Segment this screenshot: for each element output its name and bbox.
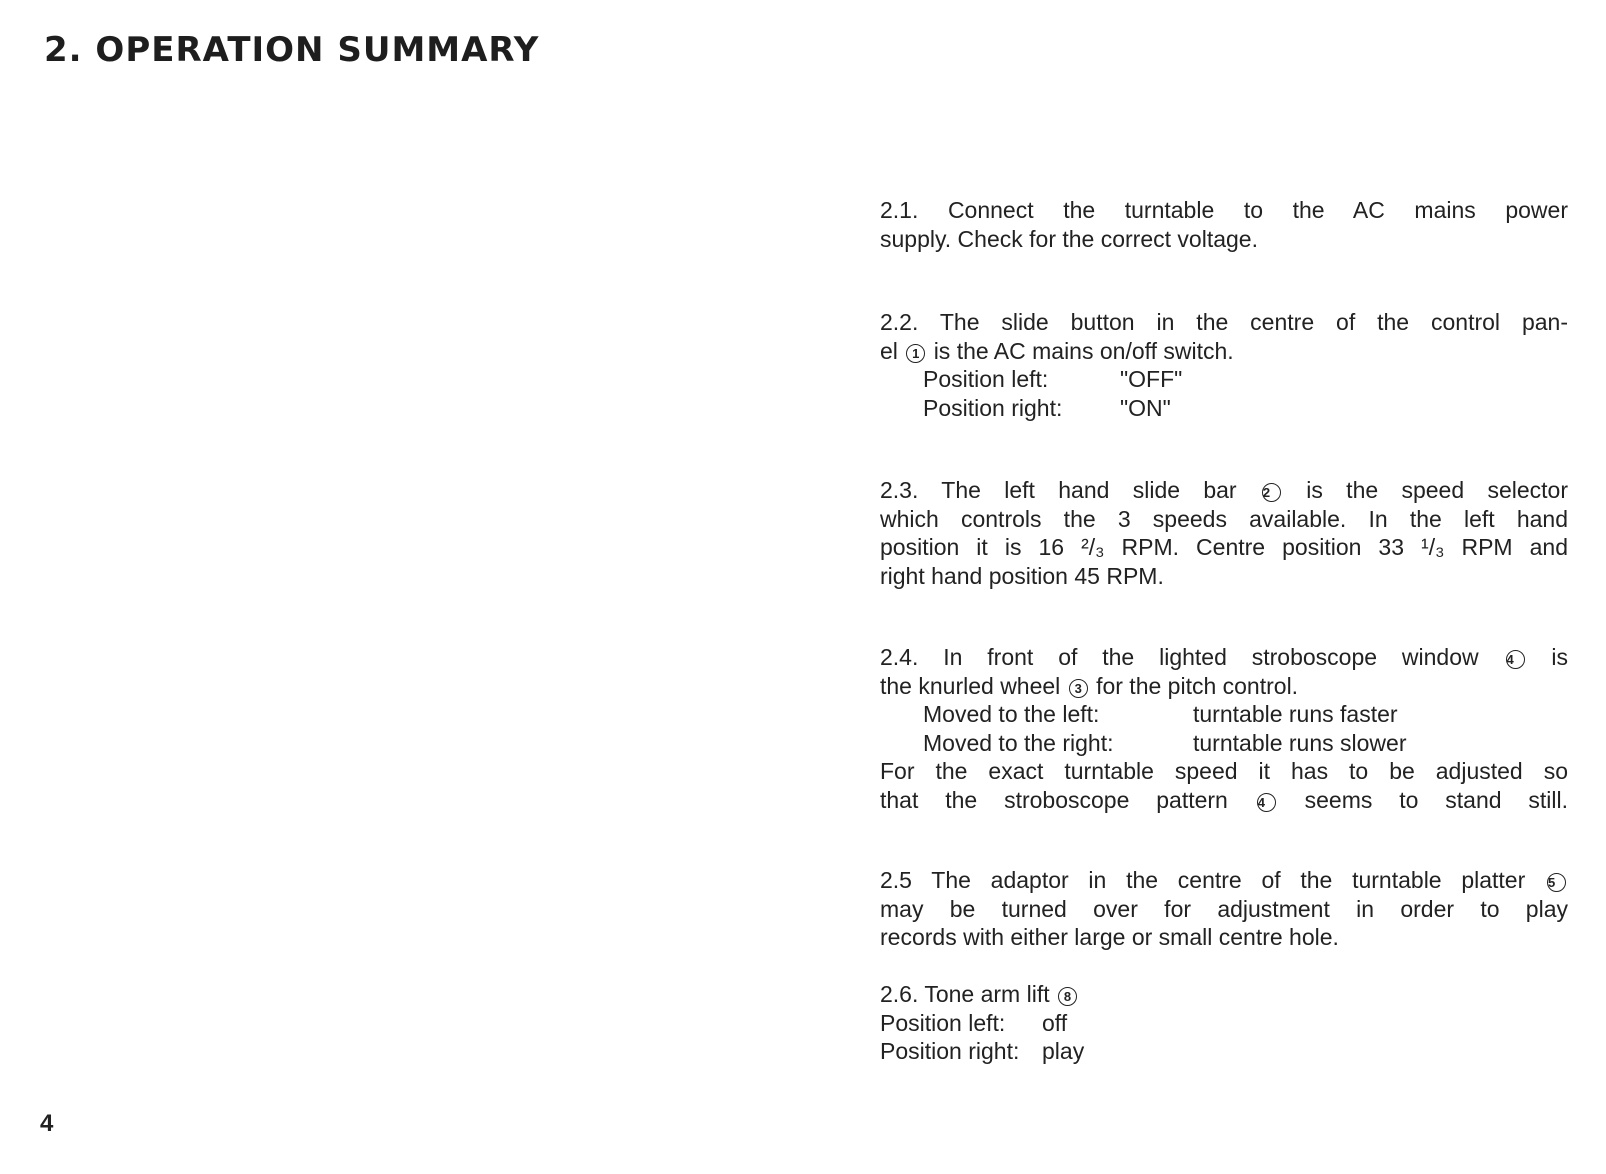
section-2-3: [880, 476, 1568, 590]
page-number: 4: [40, 1110, 54, 1137]
section-2-2-line-1: 2.2. The slide button in the centre of the control pan-: [880, 309, 1568, 335]
position-right-value: "ON": [1120, 394, 1171, 421]
position-left-value: "OFF": [1120, 366, 1183, 392]
position-left-label: Position left:: [923, 366, 1049, 392]
section-2-6: [880, 980, 1568, 1066]
section-2-5-line-1: [880, 866, 1568, 895]
callout-4-icon: 4: [1257, 793, 1276, 812]
callout-2-icon: 2: [1262, 483, 1281, 502]
page-title: 2. OPERATION SUMMARY: [44, 30, 540, 70]
lift-right-label: Position right:: [880, 1038, 1020, 1064]
section-2-4-line-2: [880, 672, 1568, 701]
section-2-2: [880, 308, 1568, 422]
moved-right-value: turntable runs slower: [1193, 729, 1407, 756]
moved-right-row: [880, 729, 1568, 758]
section-2-5-line-2: may be turned over for adjustment in order to play: [880, 895, 1568, 922]
position-right-label: Position right:: [923, 394, 1063, 421]
section-2-1-line-1: 2.1. Connect the turntable to the AC mains power: [880, 197, 1568, 223]
section-2-4-line-6: [880, 786, 1568, 815]
moved-right-label: Moved to the right:: [923, 729, 1114, 756]
lift-right-row: [880, 1037, 1568, 1066]
section-2-5: [880, 866, 1568, 952]
callout-8-icon: 8: [1058, 987, 1077, 1006]
text: seems to stand still.: [1304, 786, 1569, 813]
section-2-1: [880, 196, 1568, 253]
callout-4-icon: 4: [1506, 650, 1525, 669]
lift-left-row: [880, 1009, 1568, 1038]
text: 2.6. Tone arm lift: [880, 981, 1050, 1007]
text: the knurled wheel: [880, 672, 1061, 699]
section-2-3-line-2: which controls the 3 speeds available. In the left hand: [880, 505, 1568, 532]
moved-left-label: Moved to the left:: [923, 701, 1100, 727]
text: is the speed selector: [1306, 477, 1569, 503]
text: 2.3. The left hand slide bar: [880, 477, 1237, 503]
moved-left-row: [880, 700, 1568, 729]
section-2-4-line-1: [880, 643, 1568, 672]
callout-1-icon: 1: [906, 344, 925, 363]
text: for the pitch control.: [1096, 672, 1299, 699]
section-2-1-line-2: supply. Check for the correct voltage.: [880, 225, 1258, 252]
callout-3-icon: 3: [1069, 679, 1088, 698]
text: 2.4. In front of the lighted stroboscope window: [880, 644, 1479, 670]
text: that the stroboscope pattern: [880, 786, 1228, 813]
text: el: [880, 337, 898, 364]
lift-right-value: play: [1042, 1038, 1085, 1064]
lift-left-value: off: [1042, 1009, 1068, 1036]
position-right-row: [880, 394, 1568, 423]
section-2-5-line-3: records with either large or small centre hole.: [880, 924, 1339, 950]
section-2-3-line-1: [880, 476, 1568, 505]
text: is the AC mains on/off switch.: [933, 337, 1234, 364]
text: 2.5 The adaptor in the centre of the turntable platter: [880, 867, 1526, 893]
moved-left-value: turntable runs faster: [1193, 701, 1398, 727]
text: is: [1551, 644, 1568, 670]
section-2-3-line-3: position it is 16 ²/₃ RPM. Centre position 33 ¹/₃ RPM and: [880, 534, 1568, 560]
section-2-6-line-1: [880, 980, 1568, 1009]
section-2-3-line-4: right hand position 45 RPM.: [880, 562, 1164, 589]
callout-5-icon: 5: [1547, 873, 1566, 892]
section-2-2-line-2: [880, 337, 1568, 366]
position-left-row: [880, 365, 1568, 394]
lift-left-label: Position left:: [880, 1009, 1006, 1036]
section-2-4: [880, 643, 1568, 814]
section-2-4-line-5: For the exact turntable speed it has to be adjusted so: [880, 758, 1568, 784]
